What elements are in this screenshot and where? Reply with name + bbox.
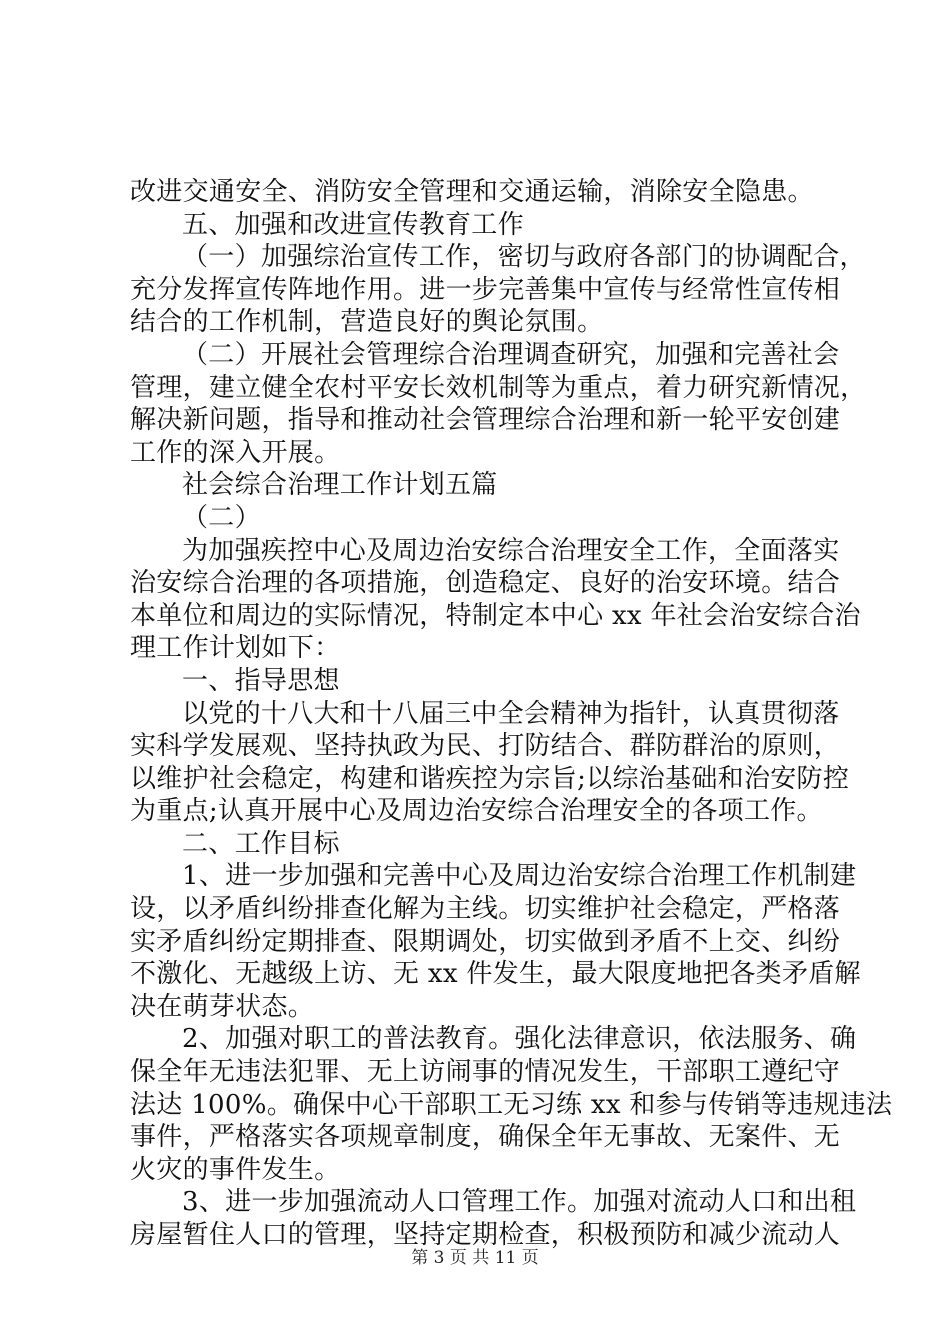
text-line: 保全年无违法犯罪、无上访闹事的情况发生，干部职工遵纪守 <box>130 1057 841 1088</box>
text-line: （二） <box>182 502 261 533</box>
text-line: 以维护社会稳定，构建和谐疾控为宗旨;以综治基础和治安防控 <box>130 763 850 794</box>
document-body <box>130 176 893 1252</box>
text-line: 结合的工作机制，营造良好的舆论氛围。 <box>130 307 604 338</box>
text-line: 改进交通安全、消防安全管理和交通运输，消除安全隐患。 <box>130 177 814 207</box>
text-line: 火灾的事件发生。 <box>130 1154 341 1185</box>
text-line: 房屋暂住人口的管理，坚持定期检查，积极预防和减少流动人 <box>130 1220 841 1250</box>
text-line: 实矛盾纠纷定期排查、限期调处，切实做到矛盾不上交、纠纷 <box>130 926 841 957</box>
text-line: 管理，建立健全农村平安长效机制等为重点，着力研究新情况， <box>130 372 867 403</box>
text-line: 事件，严格落实各项规章制度，确保全年无事故、无案件、无 <box>130 1122 841 1153</box>
text-line: 实科学发展观、坚持执政为民、打防结合、群防群治的原则， <box>130 731 841 762</box>
text-line: 1、进一步加强和完善中心及周边治安综合治理工作机制建 <box>182 861 857 892</box>
text-line: 以党的十八大和十八届三中全会精神为指针，认真贯彻落 <box>182 698 840 729</box>
text-line: 本单位和周边的实际情况，特制定本中心 xx 年社会治安综合治 <box>130 600 861 631</box>
text-line: （二）开展社会管理综合治理调查研究，加强和完善社会 <box>182 339 840 370</box>
text-line: 为重点;认真开展中心及周边治安综合治理安全的各项工作。 <box>130 796 823 827</box>
text-line: 社会综合治理工作计划五篇 <box>182 470 498 501</box>
text-line: 法达 100%。确保中心干部职工无习练 xx 和参与传销等违规违法 <box>130 1089 893 1120</box>
text-line: 解决新问题，指导和推动社会管理综合治理和新一轮平安创建 <box>130 405 841 436</box>
text-line: 治安综合治理的各项措施，创造稳定、良好的治安环境。结合 <box>130 568 841 599</box>
text-line: 一、指导思想 <box>182 665 340 696</box>
text-line: 工作的深入开展。 <box>130 437 341 468</box>
text-line: 五、加强和改进宣传教育工作 <box>182 209 524 240</box>
text-line: 为加强疾控中心及周边治安综合治理安全工作，全面落实 <box>182 535 840 566</box>
page-footer: 第 3 页 共 11 页 <box>411 1248 539 1268</box>
text-line: 决在萌芽状态。 <box>130 991 315 1022</box>
text-line: 不激化、无越级上访、无 xx 件发生，最大限度地把各类矛盾解 <box>130 959 861 990</box>
text-line: 充分发挥宣传阵地作用。进一步完善集中宣传与经常性宣传相 <box>130 274 841 305</box>
text-line: 设，以矛盾纠纷排查化解为主线。切实维护社会稳定，严格落 <box>130 894 841 925</box>
text-line: 2、加强对职工的普法教育。强化法律意识，依法服务、确 <box>182 1024 857 1055</box>
text-line: （一）加强综治宣传工作，密切与政府各部门的协调配合， <box>182 242 866 273</box>
text-line: 理工作计划如下： <box>130 633 341 664</box>
text-line: 3、进一步加强流动人口管理工作。加强对流动人口和出租 <box>182 1187 857 1218</box>
text-line: 二、工作目标 <box>182 828 340 859</box>
